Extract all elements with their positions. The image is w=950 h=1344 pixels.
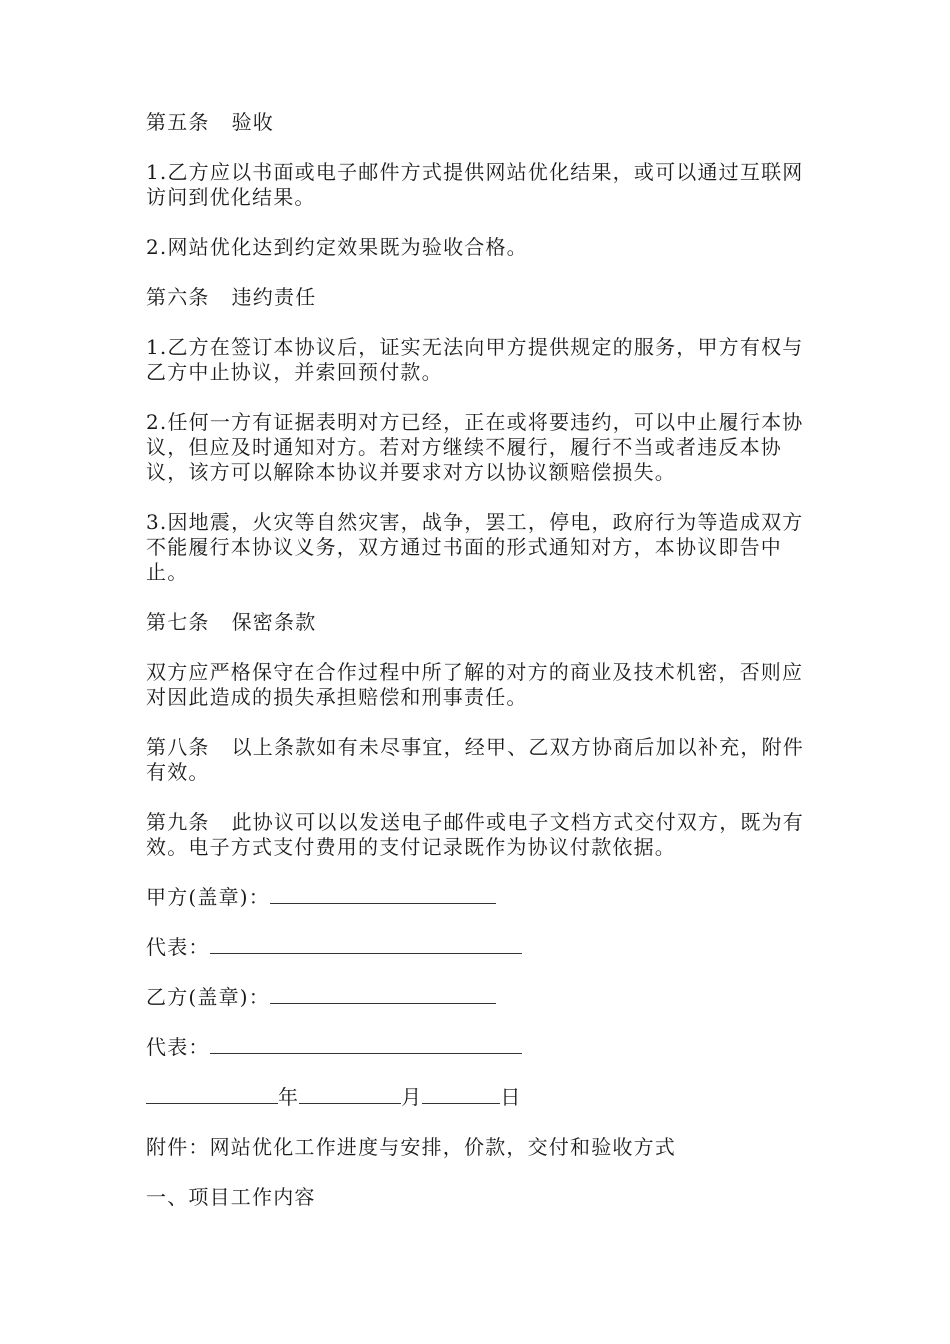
document-body [146,110,806,1235]
month-label: 月 [401,1085,423,1109]
article-8-text: 以上条款如有未尽事宜，经甲、乙双方协商后加以补充，附件有效。 [146,735,805,784]
party-a-representative [146,935,806,960]
article-6-item-1: 1.乙方在签订本协议后，证实无法向甲方提供规定的服务，甲方有权与乙方中止协议，并索回预付款。 [146,335,804,384]
year-label: 年 [278,1085,300,1109]
rep-a-label: 代表： [146,935,210,959]
party-a-signature [146,885,806,910]
rep-b-label: 代表： [146,1035,210,1059]
attachment-section-1: 一、项目工作内容 [146,1185,316,1209]
article-6-item-2: 2.任何一方有证据表明对方已经，正在或将要违约，可以中止履行本协议，但应及时通知对方。若对方继续不履行，履行不当或者违反本协议，该方可以解除本协议并要求对方以协议额赔偿损失。 [146,410,804,484]
article-5-number: 第五条 [146,110,210,134]
party-b-signature [146,985,806,1010]
article-7-heading [146,610,806,635]
day-blank[interactable] [422,1085,500,1104]
article-8 [146,735,806,785]
rep-b-signature-line[interactable] [210,1035,522,1054]
article-5-item-1: 1.乙方应以书面或电子邮件方式提供网站优化结果，或可以通过互联网访问到优化结果。 [146,160,804,209]
article-6-number: 第六条 [146,285,210,309]
signing-date [146,1085,806,1110]
article-7-text: 双方应严格保守在合作过程中所了解的对方的商业及技术机密，否则应对因此造成的损失承担赔偿和刑事责任。 [146,660,804,709]
rep-a-signature-line[interactable] [210,935,522,954]
month-blank[interactable] [299,1085,401,1104]
party-b-signature-line[interactable] [270,985,496,1004]
article-7-number: 第七条 [146,610,210,634]
article-9 [146,810,806,860]
article-6-title: 违约责任 [231,285,317,309]
party-b-representative [146,1035,806,1060]
article-5-item-2: 2.网站优化达到约定效果既为验收合格。 [146,235,528,259]
article-6-heading [146,285,806,310]
article-7-title: 保密条款 [231,610,317,634]
article-9-number: 第九条 [146,810,210,834]
day-label: 日 [500,1085,522,1109]
article-5-title: 验收 [231,110,275,134]
article-9-text: 此协议可以以发送电子邮件或电子文档方式交付双方，既为有效。电子方式支付费用的支付记录既作为协议付款依据。 [146,810,805,859]
party-b-label: 乙方(盖章)： [146,985,271,1009]
year-blank[interactable] [146,1085,278,1104]
attachment-title: 附件：网站优化工作进度与安排，价款，交付和验收方式 [146,1135,676,1159]
article-6-item-3: 3.因地震，火灾等自然灾害，战争，罢工，停电，政府行为等造成双方不能履行本协议义务，双方通过书面的形式通知对方，本协议即告中止。 [146,510,804,584]
article-5-heading [146,110,806,135]
party-a-label: 甲方(盖章)： [146,885,271,909]
party-a-signature-line[interactable] [270,885,496,904]
article-8-number: 第八条 [146,735,210,759]
